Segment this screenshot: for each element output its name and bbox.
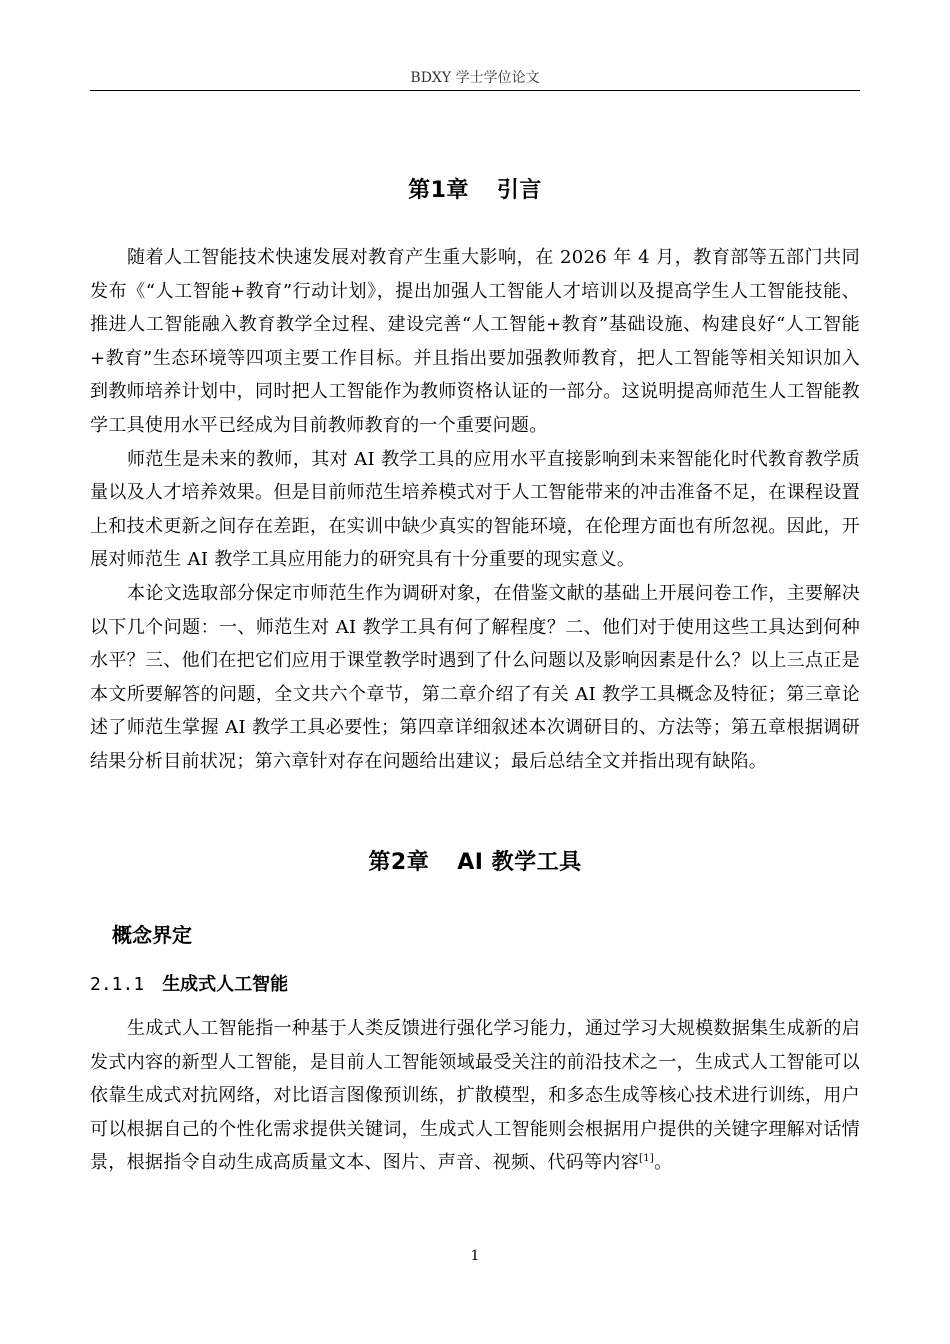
running-header: BDXY 学士学位论文 bbox=[90, 68, 860, 91]
chapter-2-title: AI 教学工具 bbox=[457, 850, 582, 875]
citation-marker: [1] bbox=[639, 1153, 655, 1165]
section-heading: 概念界定 bbox=[112, 923, 192, 947]
subsection-heading bbox=[90, 972, 288, 998]
chapter-1-label: 第1章 bbox=[408, 178, 469, 203]
body-paragraph bbox=[90, 1012, 860, 1180]
body-paragraph: 本论文选取部分保定市师范生作为调研对象，在借鉴文献的基础上开展问卷工作，主要解决以下几个问题：一、师范生对 AI 教学工具有何了解程度？二、他们对于使用这些工具达到何种水平？三、他们在把它们应用于课堂教学时遇到了什么问题以及影响因素是什么？以上三点正是本文所要解答的问题，全文共六个章节，第二章介绍了有关 AI 教学工具概念及特征；第三章论述了师范生掌握 AI 教学工具必要性；第四章详细叙述本次调研目的、方法等；第五章根据调研结果分析目前状况；第六章针对存在问题给出建议；最后总结全文并指出现有缺陷。 bbox=[90, 582, 860, 772]
body-paragraph: 师范生是未来的教师，其对 AI 教学工具的应用水平直接影响到未来智能化时代教育教学质量以及人才培养效果。但是目前师范生培养模式对于人工智能带来的冲击准备不足，在课程设置上和技术更新之间存在差距，在实训中缺少真实的智能环境，在伦理方面也有所忽视。因此，开展对师范生 AI 教学工具应用能力的研究具有十分重要的现实意义。 bbox=[90, 448, 860, 571]
chapter-1-heading bbox=[90, 176, 860, 206]
subsection-title: 生成式人工智能 bbox=[162, 974, 289, 995]
subsection-number: 2.1.1 bbox=[90, 974, 145, 995]
chapter-1-title: 引言 bbox=[496, 178, 542, 203]
page-number: 1 bbox=[470, 1248, 480, 1264]
chapter-2-body bbox=[90, 1012, 860, 1180]
body-paragraph: 随着人工智能技术快速发展对教育产生重大影响，在 2026 年 4 月，教育部等五部门共同发布《“人工智能+教育”行动计划》，提出加强人工智能人才培训以及提高学生人工智能技能、推进人工智能融入教育教学全过程、建设完善“人工智能+教育”基础设施、构建良好“人工智能+教育”生态环境等四项主要工作目标。并且指出要加强教师教育，把人工智能等相关知识加入到教师培养计划中，同时把人工智能作为教师资格认证的一部分。这说明提高师范生人工智能教学工具使用水平已经成为目前教师教育的一个重要问题。 bbox=[90, 247, 860, 436]
chapter-1-body bbox=[90, 241, 860, 779]
paragraph-end: 。 bbox=[654, 1152, 673, 1174]
chapter-2-heading bbox=[90, 848, 860, 878]
paragraph-text: 生成式人工智能指一种基于人类反馈进行强化学习能力，通过学习大规模数据集生成新的启发式内容的新型人工智能，是目前人工智能领域最受关注的前沿技术之一，生成式人工智能可以依靠生成式对抗网络，对比语言图像预训练，扩散模型，和多态生成等核心技术进行训练，用户可以根据自己的个性化需求提供关键词，生成式人工智能则会根据用户提供的关键字理解对话情景，根据指令自动生成高质量文本、图片、声音、视频、代码等内容 bbox=[90, 1018, 860, 1174]
chapter-2-label: 第2章 bbox=[368, 850, 430, 875]
